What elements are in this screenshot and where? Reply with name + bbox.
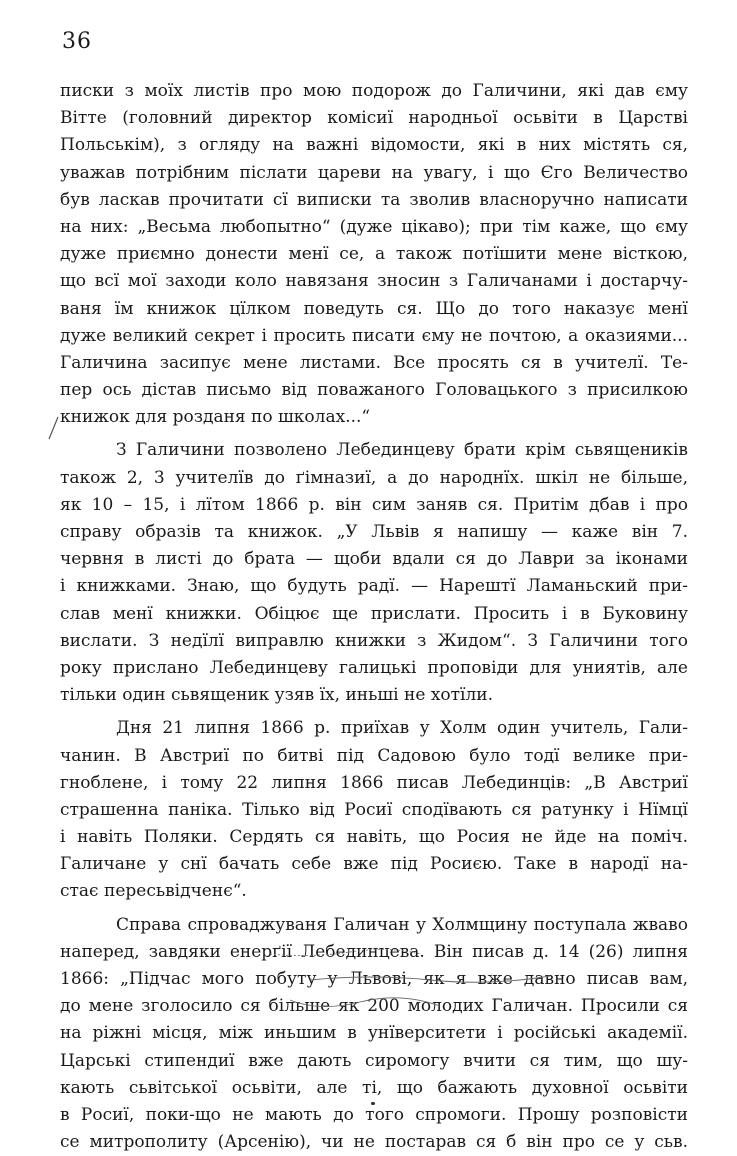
text-line: на них: „Весьма любопытно“ (дуже цікаво); при тім каже, що єму	[60, 216, 688, 237]
text-line: стає пересьвідченє“.	[60, 881, 247, 902]
paragraph-3	[60, 715, 688, 905]
text-line: дуже великий секрет і просить писати єму не почтою, а оказиями...	[60, 325, 688, 346]
text-line: також 2, 3 учителїв до ґімназиї, а до народнїх. шкіл не більше,	[60, 467, 688, 488]
text-line: З Галичини позволено Лебединцеву брати крім сьвящеників	[116, 440, 688, 461]
text-line: Польськім), з огляду на важні відомости, які в них містять ся,	[60, 135, 688, 156]
text-line: що всї мої заходи коло навязаня зносин з Галичанами і достарчу-	[60, 271, 688, 292]
text-line: вислати. З недїлї виправлю книжки з Жидом“. З Галичини того	[60, 630, 688, 651]
text-line: слав менї книжки. Обіцює ще прислати. Просить і в Буковину	[60, 603, 688, 624]
text-line: се митрополиту (Арсенію), чи не постарав ся б він про се у сьв.	[60, 1132, 688, 1153]
text-line: був ласкав прочитати сї виписки та зволив власноручно написати	[60, 189, 688, 210]
text-line: червня в листі до брата — щоби вдали ся до Лаври за іконами	[60, 549, 688, 570]
text-line: Галичина засипує мене листами. Все просять ся в учителї. Те-	[60, 352, 688, 373]
text-line: Царські стипендиї вже дають сиромогу вчити ся тим, що шу-	[60, 1050, 688, 1071]
text-line: уважав потрібним післати цареви на увагу, і що Єго Величество	[60, 162, 688, 183]
text-line: писки з моїх листів про мою подорож до Галичини, які дав єму	[60, 81, 688, 101]
text-line: Вітте (головний директор комісиї народньої осьвіти в Царстві	[60, 108, 688, 129]
text-line: наперед, завдяки енерґії Лебединцева. Він писав д. 14 (26) липня	[60, 941, 688, 962]
text-line: Справа спроваджуваня Галичан у Холмщину поступала жваво	[116, 914, 688, 935]
text-line: до мене зголосило ся більше як 200 молодих Галичан. Просили ся	[60, 996, 688, 1017]
text-line: тільки один сьвященик узяв їх, иньші не хотїли.	[60, 685, 494, 706]
text-line: 1866: „Підчас мого побуту у Львові, як я вже давно писав вам,	[60, 969, 688, 989]
text-line: гноблене, і тому 22 липня 1866 писав Лебединців: „В Австриї	[60, 772, 688, 793]
page-number: 36	[62, 29, 92, 54]
text-line: в Росиї, поки-що не мають до того спромоги. Прошу розповісти	[60, 1104, 688, 1125]
text-line: чанин. В Австриї по битві під Садовою було тодї велике при-	[60, 745, 688, 766]
paragraph-4	[60, 912, 688, 1156]
ink-speck	[371, 1102, 375, 1105]
margin-pencil-mark	[46, 415, 60, 441]
text-line: і навіть Поляки. Сердять ся навіть, що Росия не йде на поміч.	[60, 827, 688, 848]
text-line: ваня їм книжок цїлком поведуть ся. Що до того наказує менї	[60, 298, 688, 319]
text-line: і книжками. Знаю, що будуть радї. — Нарештї Ламаньский при-	[60, 576, 688, 597]
text-line: справу образів та книжок. „У Львів я напишу — каже він 7.	[60, 522, 688, 542]
text-line: як 10 – 15, і лїтом 1866 р. він сим заняв ся. Притім дбав і про	[60, 494, 688, 515]
text-line: книжок для розданя по школах...“	[60, 407, 371, 428]
paragraph-2	[60, 437, 688, 709]
text-line: на ріжні місця, між иньшим в унїверситети і російські академії.	[60, 1023, 688, 1044]
text-line: Галичане у снї бачать себе вже під Росиєю. Таке в народї на-	[60, 854, 688, 875]
paragraph-1	[60, 78, 688, 431]
text-line: року прислано Лебединцеву галицькі проповіди для униятів, але	[60, 657, 688, 678]
text-line: страшенна паніка. Тілько від Росиї сподївають ся ратунку і Нїмцї	[60, 799, 688, 820]
text-line: кають сьвітської осьвіти, але ті, що бажають духовної осьвіти	[60, 1077, 688, 1098]
body-text	[60, 78, 688, 1156]
text-line: пер ось дістав письмо від поважаного Головацького з присилкою	[60, 380, 688, 401]
text-line: дуже приємно донести менї се, а також потїшити мене вісткою,	[60, 244, 688, 265]
text-line: Дня 21 липня 1866 р. приїхав у Холм один учитель, Гали-	[116, 718, 688, 739]
